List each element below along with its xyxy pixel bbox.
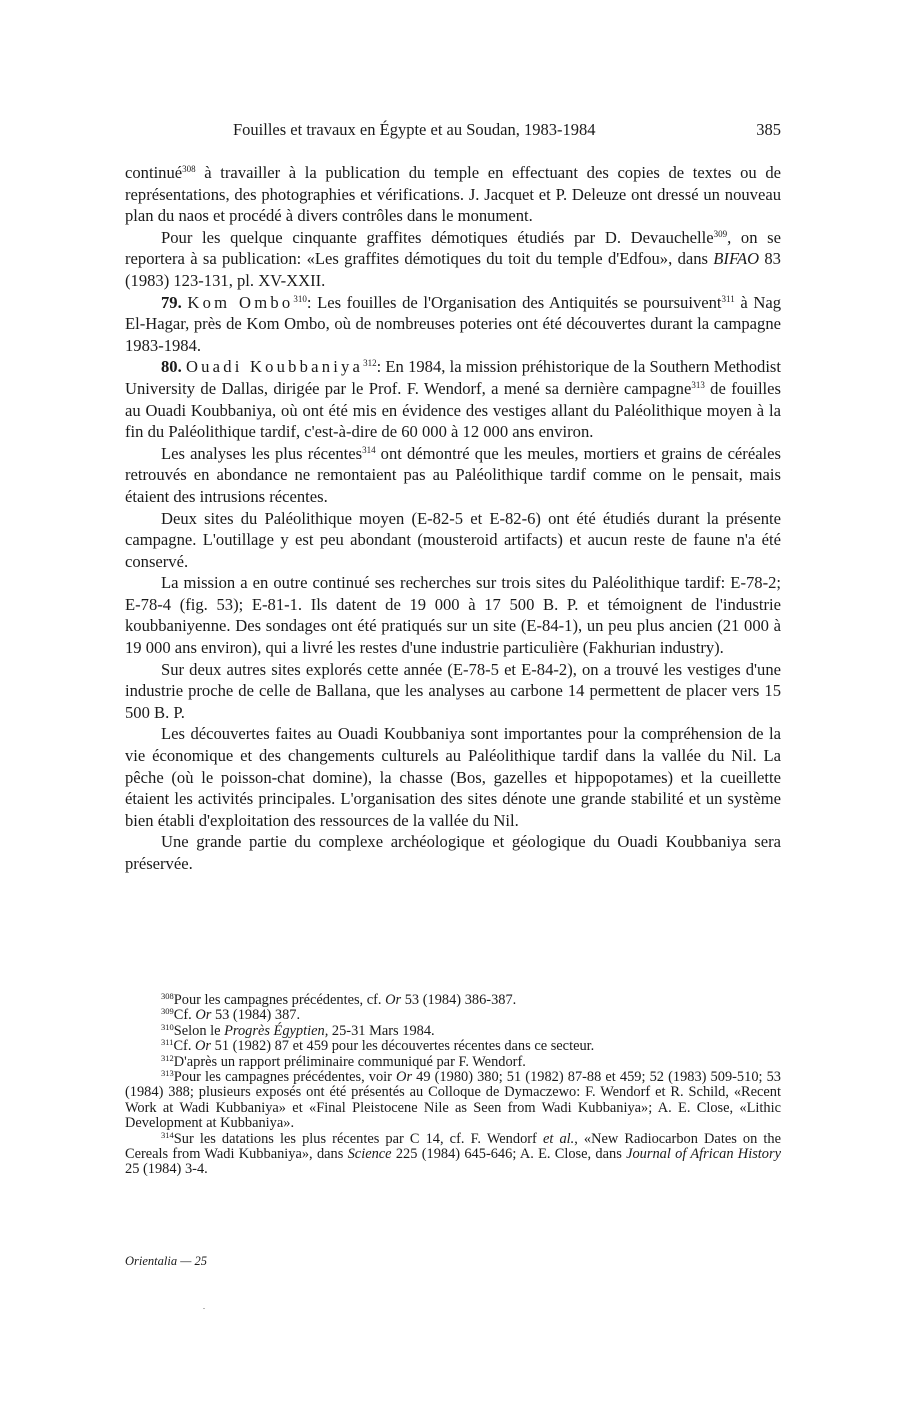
footnote-text: Cf. [173, 1007, 196, 1024]
paragraph-text: continué [125, 163, 183, 182]
journal-title: Journal of African History [626, 1146, 781, 1163]
footnote-ref-311: 311 [721, 293, 735, 304]
paragraph-3 [125, 292, 781, 357]
footnote-text: 51 (1982) 87 et 459 pour les découvertes récentes dans ce secteur. [211, 1038, 595, 1055]
journal-title: Or [385, 992, 402, 1008]
paragraph-4 [125, 356, 781, 442]
journal-title: BIFAO [713, 249, 760, 269]
paragraph-2 [125, 227, 781, 292]
site-name: Kom Ombo [187, 292, 294, 312]
footnote-text: 25 (1984) 3-4. [125, 1161, 208, 1178]
footnote-text: Sur les datations les plus récentes par C 14, cf. F. Wendorf [173, 1130, 543, 1147]
paragraph-7: La mission a en outre continué ses recherches sur trois sites du Paléolithique tardif: E-78-2; E-78-4 (fig. 53); E-81-1. Ils datent de 19 000 à 17 500 B. P. et témoignent de l'industrie koubbaniyenne. Des sondages ont été pratiqués sur un site (E-84-1), un peu plus ancien (21 000 à 19 000 ans environ), qui a livré les restes d'une industrie particulière (Fakhurian industry). [125, 573, 781, 658]
journal-title: Science [347, 1146, 392, 1163]
running-header [125, 118, 781, 142]
footnote-309 [125, 1008, 781, 1023]
paragraph-text: Les analyses les plus récentes [161, 443, 363, 463]
footnote-ref-312: 312 [363, 358, 377, 369]
journal-title: Progrès Égyptien, [224, 1022, 329, 1039]
paragraph-1 [125, 162, 781, 227]
paragraph-text: : En 1984, la mission préhistorique de la Southern Methodist University de Dallas, dirigée par le Prof. F. Wendorf, a mené sa dernière campagne [125, 357, 781, 398]
footnote-number: 310 [161, 1021, 174, 1032]
running-title: Fouilles et travaux en Égypte et au Soudan, 1983-1984 [233, 120, 596, 139]
paragraph-text: , on se reportera à sa publication: «Les graffites démotiques du toit du temple d'Edfou», dans [125, 227, 781, 269]
footnote-number: 309 [161, 1006, 174, 1017]
paragraph-6: Deux sites du Paléolithique moyen (E-82-5 et E-82-6) ont été étudiés durant la présente campagne. L'outillage y est peu abondant (mousteroid artifacts) et aucun reste de faune n'a été conservé. [125, 508, 781, 571]
footnote-ref-313: 313 [691, 379, 705, 390]
main-text [125, 162, 781, 875]
paragraph-text: : Les fouilles de l'Organisation des Antiquités se poursuivent [306, 292, 722, 312]
footnote-311 [125, 1039, 781, 1054]
footnote-310 [125, 1021, 781, 1039]
footnote-text: 53 (1984) 386-387. [401, 992, 517, 1008]
footnote-ref-308: 308 [182, 164, 196, 174]
journal-title: Or [396, 1069, 413, 1086]
footnote-314 [125, 1129, 781, 1178]
paragraph-text: Pour les quelque cinquante graffites démotiques étudiés par D. Devauchelle [161, 227, 714, 247]
signature-mark: Orientalia — 25 [125, 1254, 207, 1268]
footnote-text: 225 (1984) 645-646; A. E. Close, dans [391, 1146, 627, 1163]
paragraph-text: à Nag El-Hagar, près de Kom Ombo, où de nombreuses poteries ont été découvertes durant la campagne 1983-1984. [125, 292, 782, 355]
section-number: 79. [161, 292, 182, 312]
footnote-text: 25-31 Mars 1984. [328, 1022, 435, 1039]
footnote-ref-309: 309 [713, 228, 728, 239]
footnote-text: Pour les campagnes précédentes, cf. [173, 992, 386, 1008]
footnote-ref-310: 310 [293, 293, 307, 304]
footnote-number: 311 [161, 1037, 174, 1048]
footnote-number: 308 [161, 991, 174, 1001]
journal-title: Or [195, 1007, 212, 1024]
paragraph-5 [125, 443, 781, 508]
et-al: et al. [542, 1130, 575, 1147]
footnote-number: 313 [161, 1068, 174, 1079]
paragraph-text: de fouilles au Ouadi Koubbaniya, où ont été mis en évidence des vestiges allant du Paléolithique moyen à la fin du Paléolithique tardif, c'est-à-dire de 60 000 à 12 000 ans environ. [125, 378, 781, 442]
footnote-312 [125, 1052, 781, 1070]
page-number: 385 [756, 120, 781, 139]
footnote-number: 314 [161, 1129, 174, 1140]
paragraph-text: à travailler à la publication du temple en effectuant des copies de textes ou de représentations, des photographies et vérifications. J. Jacquet et P. Deleuze ont dressé un nouveau plan du naos et procédé à divers contrôles dans le monument. [125, 163, 781, 226]
footnote-text: , «New Radiocarbon Dates on the Cereals from Wadi Kubbaniya», dans [125, 1130, 781, 1163]
footnote-text: Cf. [173, 1038, 196, 1055]
footnote-text: Pour les campagnes précédentes, voir [173, 1069, 397, 1086]
footnote-ref-314: 314 [362, 444, 376, 455]
footnote-text: 53 (1984) 387. [211, 1007, 301, 1024]
paragraph-9: Les découvertes faites au Ouadi Koubbaniya sont importantes pour la compréhension de la vie économique et des changements culturels au Paléolithique tardif dans la vallée du Nil. La pêche (où le poisson-chat domine), la chasse (Bos, gazelles et hippopotames) et la cueillette étaient les activités principales. L'organisation des sites dénote une grande stabilité et un système bien établi d'exploitation des ressources de la vallée du Nil. [125, 724, 781, 830]
paragraph-10: Une grande partie du complexe archéologique et géologique du Ouadi Koubbaniya sera préservée. [125, 832, 781, 873]
journal-title: Or [195, 1038, 212, 1055]
footnote-number: 312 [161, 1052, 174, 1063]
footnote-text: 49 (1980) 380; 51 (1982) 87-88 et 459; 52 (1983) 509-510; 53 (1984) 388; plusieurs exposés ont été présentés au Colloque de Dymaczewo: F. Wendorf et R. Schild, «Recent Work at Wadi Kubbaniya» et «Final Pleistocene Nile as Seen from Wadi Kubbaniya»; A. E. Close, «Lithic Development at Kubbaniya». [125, 1069, 782, 1132]
footnote-313 [125, 1070, 781, 1132]
paragraph-text: 83 (1983) 123-131, pl. XV-XXII. [125, 249, 781, 290]
paragraph-8: Sur deux autres sites explorés cette année (E-78-5 et E-84-2), on a trouvé les vestiges d'une industrie proche de celle de Ballana, que les analyses au carbone 14 permettent de placer vers 15 500 B. P. [125, 659, 781, 722]
paragraph-text: ont démontré que les meules, mortiers et grains de céréales retrouvés en abondance ne remontaient pas au Paléolithique tardif comme on le pensait, mais étaient des intrusions récentes. [125, 443, 781, 506]
footnote-text: D'après un rapport préliminaire communiqué par F. Wendorf. [173, 1053, 526, 1070]
footnotes [125, 993, 781, 1178]
footnote-text: Selon le [173, 1022, 225, 1039]
section-number: 80. [161, 357, 182, 377]
site-name: Ouadi Koubbaniya [185, 357, 364, 377]
scan-speck [203, 1308, 205, 1309]
